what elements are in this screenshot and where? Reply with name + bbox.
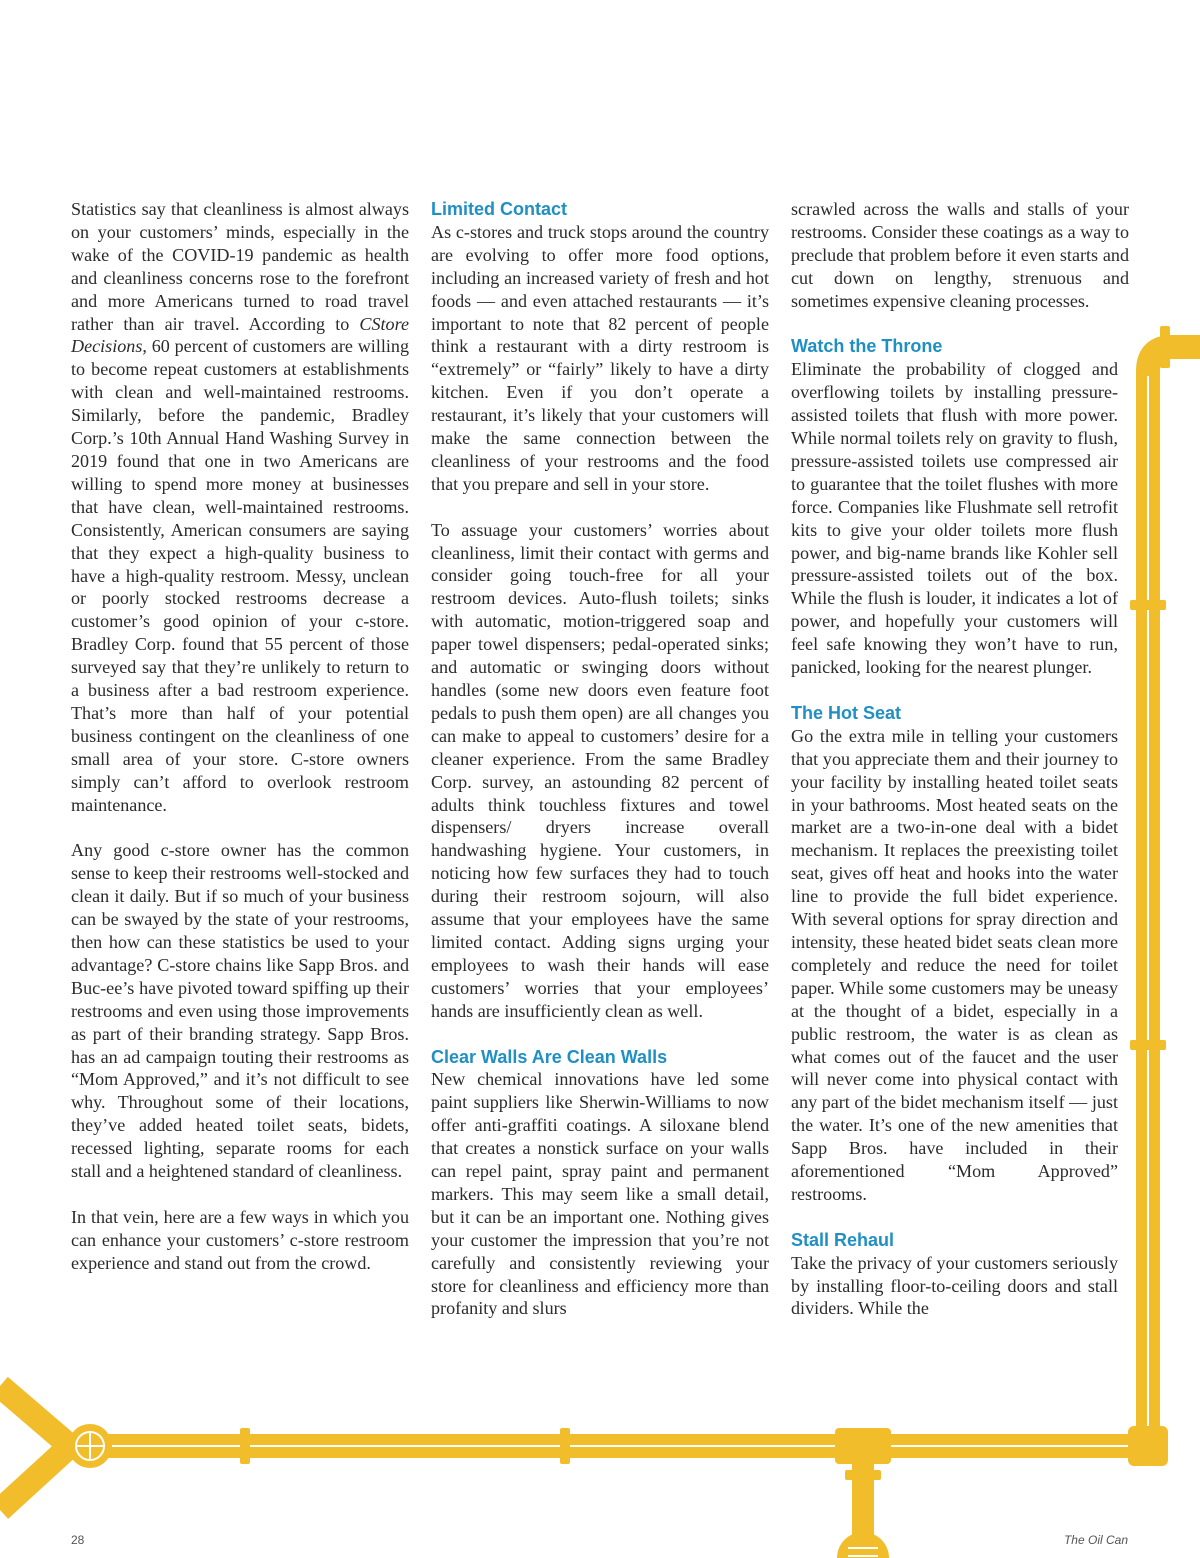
body-paragraph: Go the extra mile in telling your customers that you appreciate them and their journey to your facility by installing heated toilet seats in your bathrooms. Most heated seats on the market are a two-in-one deal with a bidet mechanism. It replaces the preexisting toilet seat, gives off heat and hooks into the water line to provide the full bidet experience. With several options for spray direction and intensity, these heated bidet seats clean more completely and reduce the need for toilet paper. While some customers may be uneasy at the thought of a bidet, especially in a public restroom, the water is as clean as what comes out of the faucet and the user will never come into physical contact with any part of the bidet mechanism itself — just the water. It’s one of the new amenities that Sapp Bros. have included in their aforementioned “Mom Approved” restrooms. <box>791 725 1118 1204</box>
section-heading: Limited Contact <box>431 199 568 219</box>
article-column-1 <box>71 198 409 1297</box>
body-paragraph: scrawled across the walls and stalls of your restrooms. Consider these coatings as a way to preclude that problem before it even starts and cut down on lengthy, strenuous and sometimes expensive cleaning processes. <box>791 199 1129 311</box>
section-heading: Clear Walls Are Clean Walls <box>431 1046 668 1067</box>
publication-title: CStore Decisions <box>71 313 409 357</box>
intro-text-a: Statistics say that cleanliness is almost always on your customers’ minds, especially in the wake of the COVID-19 pandemic as health and cleanliness concerns rose to the forefront and more Americans turned to road travel rather than air travel. According to <box>71 199 409 334</box>
article-column-3 <box>791 198 1129 1320</box>
body-paragraph: New chemical innovations have led some paint suppliers like Sherwin-Williams to now offer anti-graffiti coatings. A siloxane blend that creates a nonstick surface on your walls can repel paint, spray paint and permanent markers. This may seem like a small detail, but it can be an important one. Nothing gives your customer the impression that you’re not carefully and consistently reviewing your store for cleanliness and efficiency more than profanity and slurs <box>431 1069 769 1319</box>
section-heading: The Hot Seat <box>791 702 902 723</box>
intro-text-b: , 60 percent of customers are willing to become repeat customers at establishments with clean and well-maintained restrooms. Similarly, before the pandemic, Bradley Corp.’s 10th Annual Hand Washing Survey in 2019 found that one in two Americans are willing to spend more money at businesses that have clean, well-maintained restrooms. Consistently, American consumers are saying that they expect a high-quality business to have a high-quality restroom. Messy, unclean or poorly stocked restrooms decrease a customer’s good opinion of your c-store. Bradley Corp. found that 55 percent of those surveyed say that they’re unlikely to return to a business after a bad restroom experience. That’s more than half of your potential business contingent on the cleanliness of one small area of your store. C-store owners simply can’t afford to overlook restroom maintenance. <box>71 336 409 815</box>
magazine-name: The Oil Can <box>1063 1533 1128 1547</box>
body-paragraph: To assuage your customers’ worries about cleanliness, limit their contact with germs and consider going touch-free for all your restroom devices. Auto-flush toilets; sinks with automatic, motion-triggered soap and paper towel dispensers; pedal-operated sinks; and automatic or swinging doors without handles (some new doors even feature foot pedals to push them open) are all changes you can make to appeal to customers’ desire for a cleaner experience. From the same Bradley Corp. survey, an astounding 82 percent of adults think touchless fixtures and towel dispensers/ dryers increase overall handwashing hygiene. Your customers, in noticing how few surfaces they had to touch during their restroom sojourn, will also assume that your employees have the same limited contact. Adding signs urging your employees to wash their hands will ease customers’ worries that your employees’ hands are insufficiently clean as well. <box>431 519 769 1021</box>
page-number: 28 <box>71 1533 85 1547</box>
body-paragraph: As c-stores and truck stops around the country are evolving to offer more food options, including an increased variety of fresh and hot foods — and even attached restaurants — it’s important to note that 82 percent of people think a restaurant with a dirty restroom is “extremely” or “fairly” likely to have a dirty kitchen. Even if you don’t operate a restaurant, it’s likely that your customers will make the same connection between the cleanliness of your restrooms and the food that you prepare and sell in your store. <box>431 221 769 494</box>
body-paragraph: Any good c-store owner has the common sense to keep their restrooms well-stocked and clean it daily. But if so much of your business can be swayed by the state of your restrooms, then how can these statistics be used to your advantage? C-store chains like Sapp Bros. and Buc-ee’s have pivoted toward spiffing up their restrooms and even using those improvements as part of their branding strategy. Sapp Bros. has an ad campaign touting their restrooms as “Mom Approved,” and it’s not difficult to see why. Throughout some of their locations, they’ve added heated toilet seats, bidets, recessed lighting, separate rooms for each stall and a heightened standard of cleanliness. <box>71 840 409 1182</box>
section-heading: Stall Rehaul <box>791 1229 895 1250</box>
intro-paragraph <box>71 198 409 816</box>
section-heading: Watch the Throne <box>791 336 943 357</box>
body-paragraph: Eliminate the probability of clogged and overflowing toilets by installing pressure-assisted toilets that flush with more power. While normal toilets rely on gravity to flush, pressure-assisted toilets use compressed air to guarantee that the toilet flushes with more force. Companies like Flushmate sell retrofit kits to give your older toilets more flush power, and big-name brands like Kohler sell pressure-assisted toilets out of the box. While the flush is louder, it indicates a lot of power, and hopefully your customers will feel safe knowing they won’t have to run, panicked, looking for the nearest plunger. <box>791 359 1118 678</box>
body-paragraph: Take the privacy of your customers seriously by installing floor-to-ceiling doors and stall dividers. While the <box>791 1252 1118 1319</box>
article-column-2 <box>431 198 769 1320</box>
body-paragraph: In that vein, here are a few ways in which you can enhance your customers’ c-store restroom experience and stand out from the crowd. <box>71 1206 409 1273</box>
